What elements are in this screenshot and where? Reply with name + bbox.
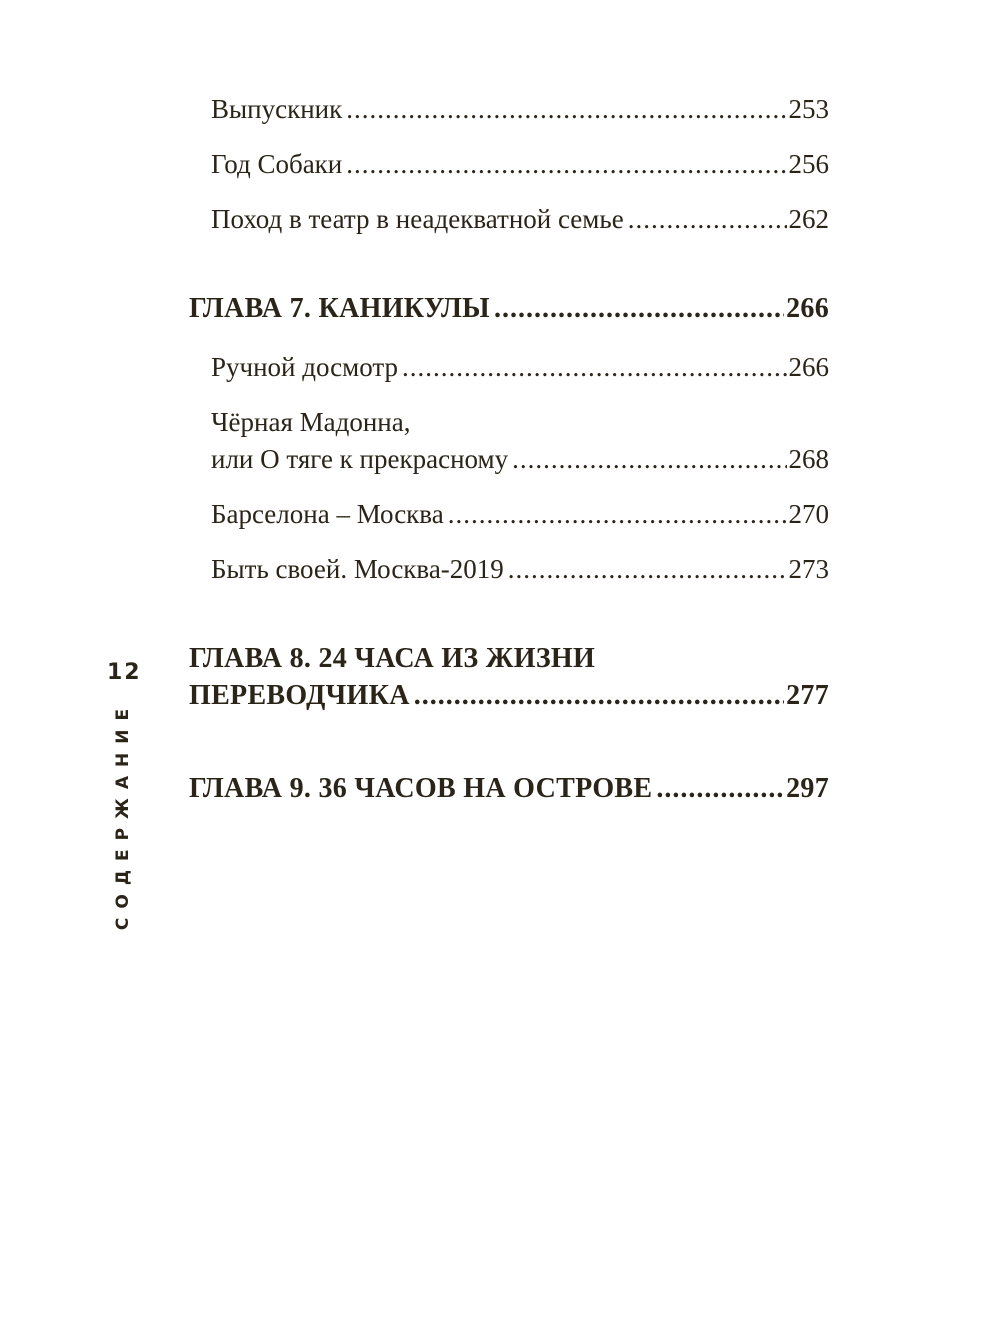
toc-chapter-title: ГЛАВА 7. КАНИКУЛЫ xyxy=(189,293,490,324)
toc-entry xyxy=(211,352,829,383)
toc-chapter-title: ПЕРЕВОДЧИКА xyxy=(189,680,410,711)
toc-entry xyxy=(211,94,829,125)
toc-entry-title: Год Собаки xyxy=(211,149,343,179)
toc-entry-title-line: Чёрная Мадонна, xyxy=(211,407,411,437)
dot-leader xyxy=(448,499,787,530)
toc-chapter-title: ГЛАВА 9. 36 ЧАСОВ НА ОСТРОВЕ xyxy=(189,773,653,804)
toc-entry xyxy=(211,444,829,475)
toc-chapter-entry xyxy=(189,680,829,712)
dot-leader xyxy=(656,773,784,805)
toc-entry xyxy=(211,554,829,585)
toc-entry xyxy=(211,204,829,235)
toc-entry-title: Поход в театр в неадекватной семье xyxy=(211,204,624,234)
toc-entry xyxy=(211,149,829,180)
running-header-label: СОДЕРЖАНИЕ xyxy=(113,699,133,931)
dot-leader xyxy=(508,554,787,585)
toc-entry-title: Выпускник xyxy=(211,94,343,124)
toc-entry xyxy=(211,499,829,530)
toc-chapter-page: 277 xyxy=(786,680,829,711)
dot-leader xyxy=(402,352,787,383)
toc-chapter-entry xyxy=(189,773,829,805)
toc-entry-title: Быть своей. Москва-2019 xyxy=(211,554,504,584)
toc-chapter-entry xyxy=(189,293,829,325)
toc-chapter-title-line: ГЛАВА 8. 24 ЧАСА ИЗ ЖИЗНИ xyxy=(189,643,596,674)
dot-leader xyxy=(346,149,786,180)
toc-chapter-page: 266 xyxy=(786,293,829,324)
toc-chapter-page: 297 xyxy=(786,773,829,804)
toc-entry-page: 253 xyxy=(788,94,829,124)
toc-entry-title: или О тяге к прекрасному xyxy=(211,444,509,474)
toc-entry-page: 266 xyxy=(788,352,829,382)
toc-entry-page: 262 xyxy=(788,204,829,234)
toc-entry-title: Ручной досмотр xyxy=(211,352,398,382)
page-number: 12 xyxy=(107,660,142,685)
toc-entry-page: 270 xyxy=(788,499,829,529)
toc-entry-page: 256 xyxy=(788,149,829,179)
toc-entry-page: 268 xyxy=(788,444,829,474)
dot-leader xyxy=(512,444,786,475)
dot-leader xyxy=(346,94,786,125)
toc-entry-page: 273 xyxy=(788,554,829,584)
dot-leader xyxy=(494,293,784,325)
dot-leader xyxy=(414,680,784,712)
toc-entry-title: Барселона – Москва xyxy=(211,499,444,529)
dot-leader xyxy=(628,204,787,235)
